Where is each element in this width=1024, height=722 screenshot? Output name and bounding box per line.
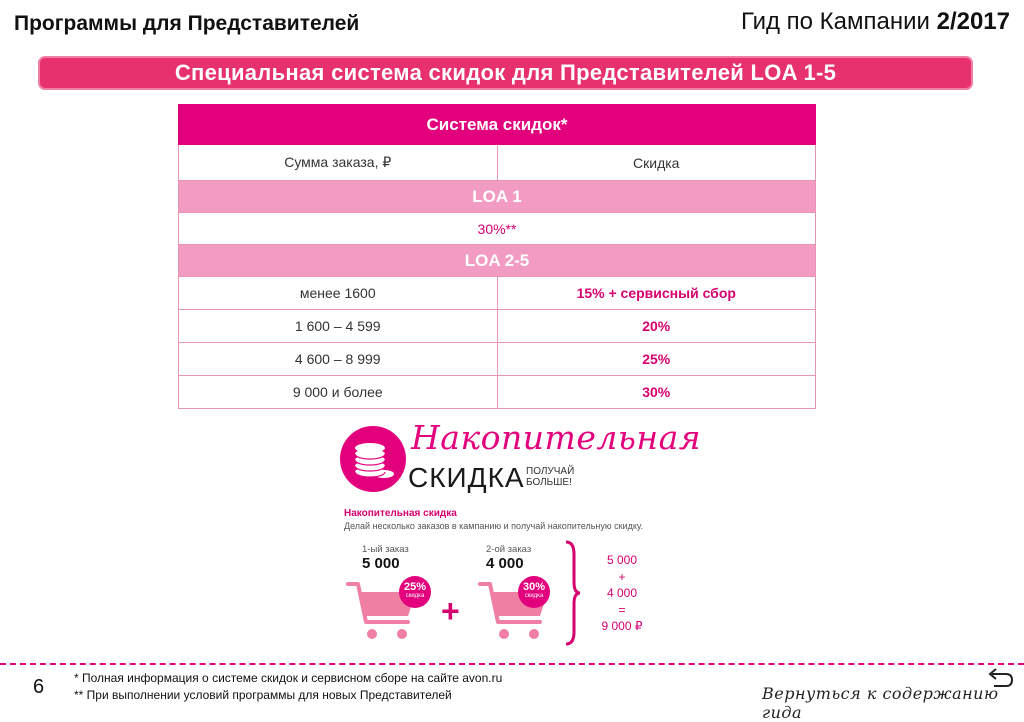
- column-header-discount: Скидка: [497, 145, 816, 181]
- table-row: [179, 376, 816, 409]
- order-sum-cell: менее 1600: [179, 277, 498, 310]
- campaign-number: 2/2017: [936, 8, 1010, 35]
- badge-caption: скидка: [524, 593, 544, 599]
- order2-value: 4 000: [486, 555, 524, 572]
- discount-cell: 30%: [497, 376, 816, 409]
- sum-first: 5 000: [606, 553, 638, 567]
- order1-value: 5 000: [362, 555, 400, 572]
- promo-slogan: ПОЛУЧАЙ БОЛЬШЕ!: [526, 466, 575, 488]
- sum-total: 9 000 ₽: [601, 619, 643, 633]
- column-header-order-sum: Сумма заказа, ₽: [179, 145, 498, 181]
- order1-label: 1-ый заказ: [362, 544, 409, 555]
- campaign-guide-title: [741, 8, 1010, 36]
- table-row: [179, 343, 816, 376]
- table-row: [179, 310, 816, 343]
- plus-sign: +: [441, 593, 460, 629]
- footnote-1: * Полная информация о системе скидок и сервисном сборе на сайте avon.ru: [74, 671, 503, 685]
- promo-title-discount: СКИДКА: [408, 462, 525, 493]
- campaign-guide-prefix: Гид по Кампании: [740, 8, 937, 35]
- order2-label: 2-ой заказ: [486, 544, 532, 555]
- order-sum-cell: 1 600 – 4 599: [179, 310, 498, 343]
- sum-equals: =: [618, 602, 626, 617]
- page-number: 6: [33, 676, 45, 698]
- back-to-contents-link[interactable]: Вернуться к содержанию гида: [762, 684, 999, 722]
- discount-badge: [399, 576, 431, 608]
- order-sum-cell: 4 600 – 8 999: [179, 343, 498, 376]
- sum-calculation: [596, 552, 648, 635]
- loa25-section-header: LOA 2-5: [179, 245, 816, 277]
- badge-caption: скидка: [405, 593, 425, 599]
- promo-subtitle: Накопительная скидка: [344, 508, 457, 519]
- cumulative-discount-promo: [336, 418, 702, 653]
- loa1-discount-value: 30%**: [179, 213, 816, 245]
- discount-cell: 20%: [497, 310, 816, 343]
- discount-cell: 15% + сервисный сбор: [497, 277, 816, 310]
- badge-value: 25%: [403, 581, 427, 593]
- return-arrow-icon[interactable]: [984, 666, 1014, 697]
- sum-plus: +: [618, 569, 626, 584]
- section-title: Программы для Представителей: [14, 12, 360, 35]
- footer-divider: [0, 663, 1024, 665]
- page-title-banner: Специальная система скидок для Представителей LOA 1-5: [38, 56, 973, 90]
- order-sum-cell: 9 000 и более: [179, 376, 498, 409]
- discount-badge: [518, 576, 550, 608]
- discount-table-title: Система скидок*: [179, 105, 816, 145]
- badge-value: 30%: [522, 581, 546, 593]
- promo-title: Накопительная: [411, 418, 702, 457]
- sum-second: 4 000: [606, 586, 638, 600]
- loa1-section-header: LOA 1: [179, 181, 816, 213]
- promo-description: Делай несколько заказов в кампанию и получай накопительную скидку.: [344, 521, 643, 531]
- discount-cell: 25%: [497, 343, 816, 376]
- discount-table: [178, 104, 816, 409]
- table-row: [179, 277, 816, 310]
- footnote-2: ** При выполнении условий программы для новых Представителей: [74, 688, 452, 702]
- curly-brace-icon: [562, 540, 582, 651]
- coins-icon: [340, 426, 406, 492]
